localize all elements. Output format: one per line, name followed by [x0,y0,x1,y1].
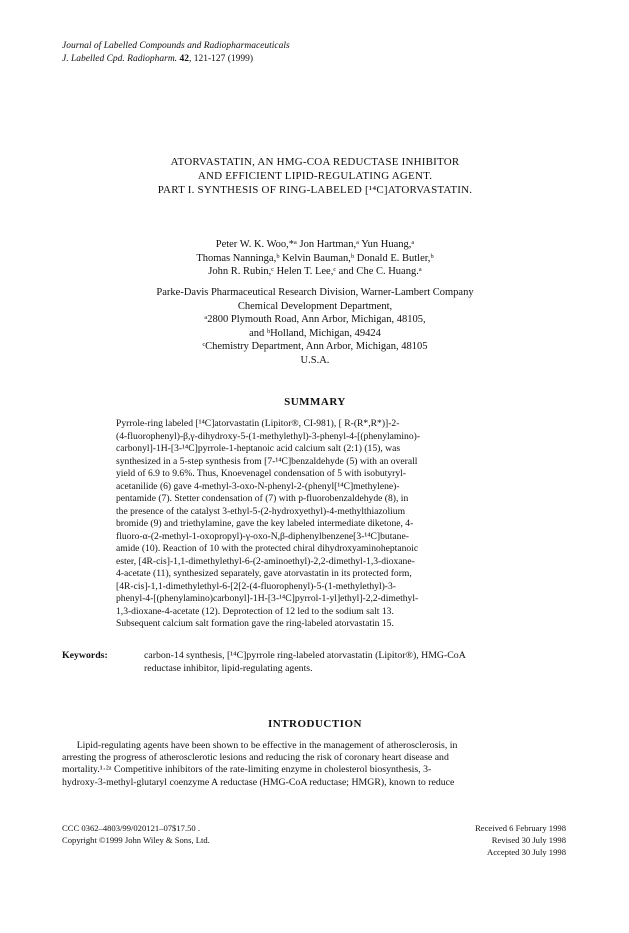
keywords-label: Keywords: [62,650,108,661]
author-list [80,238,550,279]
summary-line: pentamide (7). Stetter condensation of (7) with p-fluorobenzaldehyde (8), in [116,493,409,504]
copyright-notice: Copyright ©1999 John Wiley & Sons, Ltd. [62,835,210,845]
introduction-heading: INTRODUCTION [267,718,362,730]
accepted-date: Accepted 30 July 1998 [487,847,566,857]
title-line-3: PART I. SYNTHESIS OF RING-LABELED [¹⁴C]ATORVASTATIN. [157,184,473,196]
journal-pages-year: , 121-127 (1999) [188,54,254,64]
summary-line: carbonyl]-1H-[3-¹⁴C]pyrrole-1-heptanoic acid calcium salt (2:1) (15), was [116,443,401,454]
journal-header [62,40,290,66]
affiliation-line-4: and ᵇHolland, Michigan, 49424 [249,327,381,339]
title-line-1: ATORVASTATIN, AN HMG-COA REDUCTASE INHIBITOR [170,156,460,168]
summary-line: amide (10). Reaction of 10 with the protected chiral dihydroxyaminoheptanoic [116,543,419,554]
summary-line: [4R-cis]-1,1-dimethylethyl-6-[2[2-(4-fluorophenyl)-5-(1-methylethyl)-3- [116,580,396,592]
authors-line-1: Peter W. K. Woo,*ᵃ Jon Hartman,ᵃ Yun Huang,ᵃ [215,239,415,250]
summary-line: Pyrrole-ring labeled [¹⁴C]atorvastatin (Lipitor®, CI-981), [ R-(R*,R*)]-2- [116,418,400,429]
revised-date: Revised 30 July 1998 [491,835,566,845]
summary-line: 1,3-dioxane-4-acetate (12). Deprotection of 12 led to the sodium salt 13. [116,605,394,617]
title-line-2: AND EFFICIENT LIPID-REGULATING AGENT. [197,170,433,182]
summary-text [116,418,536,631]
summary-line: the presence of the catalyst 3-ethyl-5-(2-hydroxyethyl)-4-methylthiazolium [116,505,406,517]
summary-line: phenyl-4-[(phenylamino)carbonyl]-1H-[3-¹⁴C]pyrrol-1-yl]ethyl]-2,2-dimethyl- [116,593,419,604]
summary-line: yield of 6.9 to 9.6%. Thus, Knoevenagel condensation of 5 with isobutyryl- [116,468,406,479]
introduction-text [62,740,572,789]
authors-line-3: John R. Rubin,ᶜ Helen T. Lee,ᶜ and Che C. Huang.ᵃ [208,266,422,277]
keywords-line-2: reductase inhibitor, lipid-regulating agents. [144,662,313,674]
affiliation-line-5: ᶜChemistry Department, Ann Arbor, Michigan, 48105 [202,341,428,352]
footer-left [62,822,210,846]
summary-line: acetanilide (6) gave 4-methyl-3-oxo-N-phenyl-2-(phenyl[¹⁴C]methylene)- [116,480,400,492]
summary-heading: SUMMARY [284,396,346,408]
keywords-text [144,650,554,675]
paper-title [80,155,550,197]
affiliation-line-2: Chemical Development Department, [237,300,393,312]
summary-line: bromide (9) and triethylamine, gave the key labeled intermediate diketone, 4- [116,518,414,529]
intro-line: mortality.¹·²ᵃ Competitive inhibitors of the rate-limiting enzyme in cholesterol biosynthesis, 3- [62,764,432,776]
affiliation-line-6: U.S.A. [300,354,330,366]
journal-name: Journal of Labelled Compounds and Radiopharmaceuticals [62,41,290,51]
footer-dates [400,822,566,858]
affiliation-block [80,286,550,367]
keywords-line-1: carbon-14 synthesis, [¹⁴C]pyrrole ring-labeled atorvastatin (Lipitor®), HMG-CoA [144,650,466,661]
affiliation-line-1: Parke-Davis Pharmaceutical Research Division, Warner-Lambert Company [156,287,474,298]
summary-line: (4-fluorophenyl)-β,γ-dihydroxy-5-(1-methylethyl)-3-phenyl-4-[(phenylamino)- [116,430,421,442]
intro-line: hydroxy-3-methyl-glutaryl coenzyme A reductase (HMG-CoA reductase; HMGR), known to reduce [62,776,455,788]
affiliation-line-3: ᵃ2800 Plymouth Road, Ann Arbor, Michigan, 48105, [204,314,426,325]
journal-citation-line [62,53,290,66]
authors-line-2: Thomas Nanninga,ᵇ Kelvin Bauman,ᵇ Donald E. Butler,ᵇ [196,252,434,264]
summary-line: Subsequent calcium salt formation gave the ring-labeled atorvastatin 15. [116,618,394,629]
journal-volume: 42 [179,54,189,64]
summary-line: ester, [4R-cis]-1,1-dimethylethyl-6-(2-aminoethyl)-2,2-dimethyl-1,3-dioxane- [116,555,415,567]
journal-citation: J. Labelled Cpd. Radiopharm. [62,54,178,64]
summary-line: fluoro-α-(2-methyl-1-oxopropyl)-γ-oxo-N,β-diphenylbenzene[3-¹⁴C]butane- [116,530,409,542]
summary-line: synthesized in a 5-step synthesis from [7-¹⁴C]benzaldehyde (5) with an overall [116,455,418,467]
ccc-code: CCC 0362–4803/99/020121–07$17.50 . [62,823,200,833]
received-date: Received 6 February 1998 [475,823,566,833]
intro-line: arresting the progress of atherosclerotic lesions and reducing the risk of coronary heart disease and [62,752,449,764]
summary-line: 4-acetate (11), synthesized separately, gave atorvastatin in its protected form, [116,568,412,579]
intro-line: Lipid-regulating agents have been shown to be effective in the management of atherosclerosis, in [62,740,458,751]
